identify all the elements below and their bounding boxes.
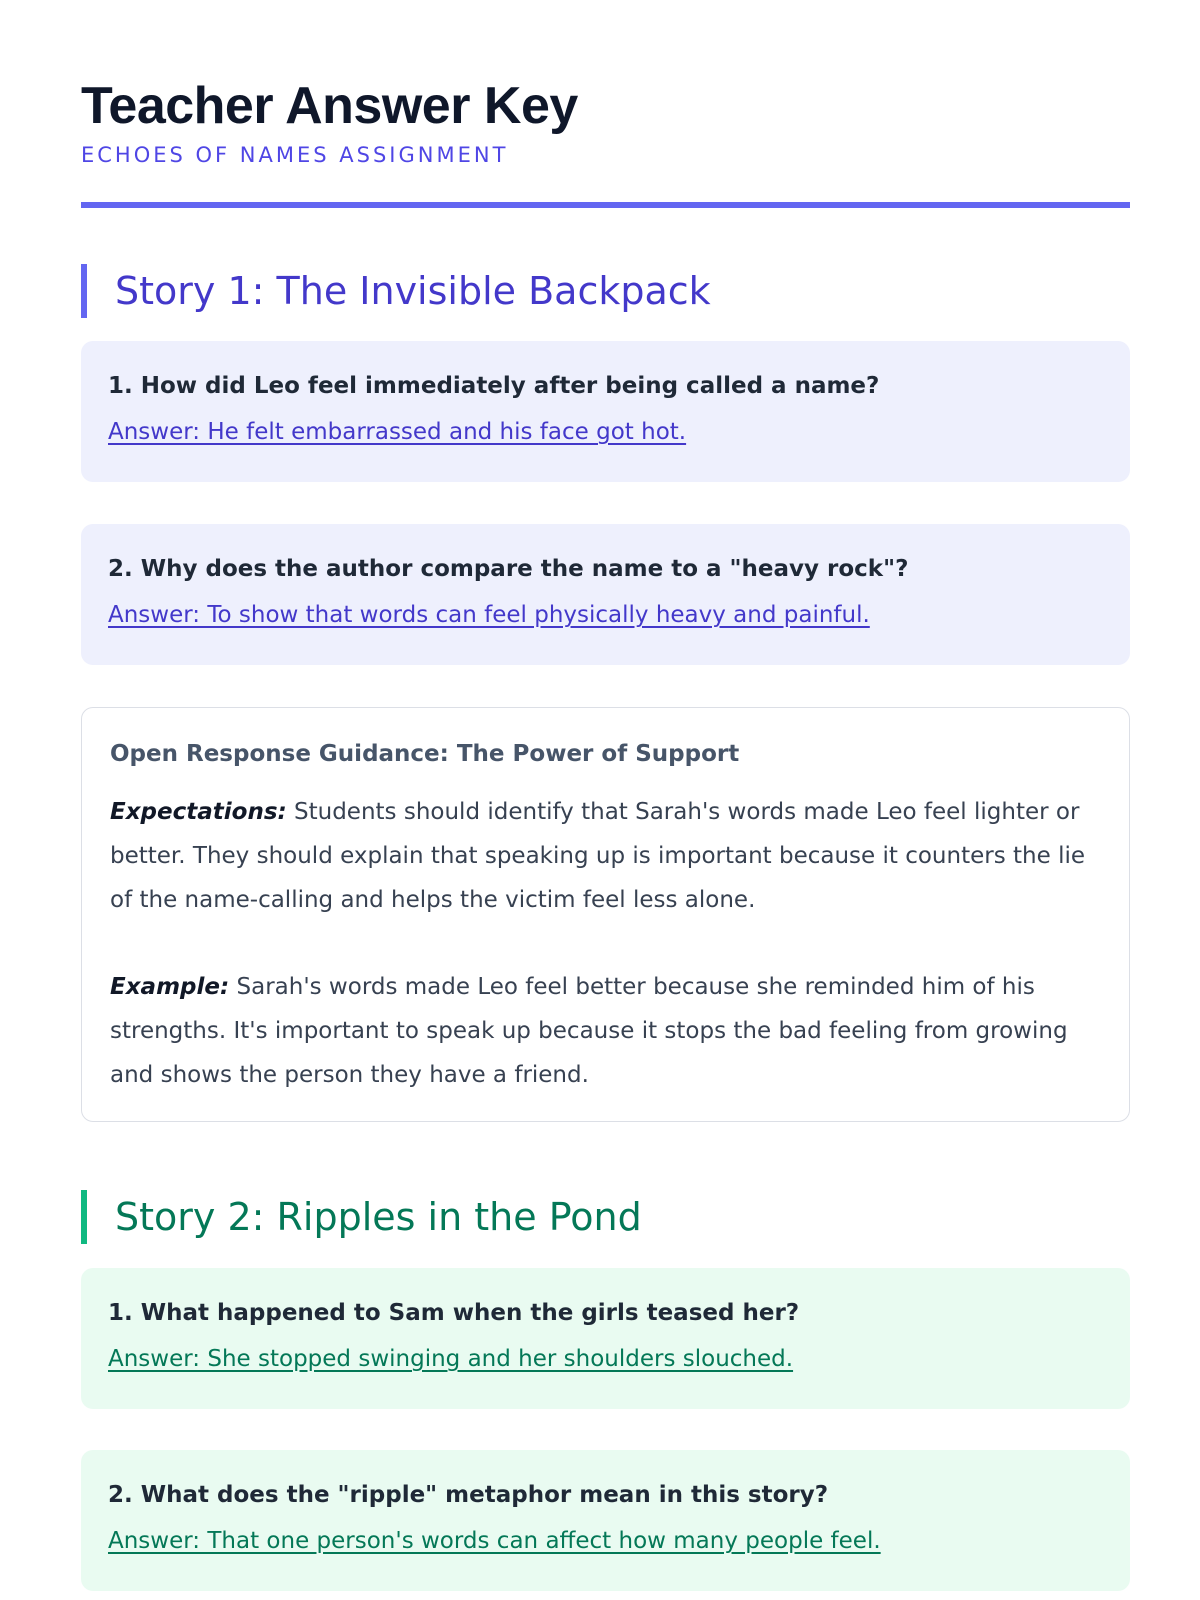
guidance-expectations xyxy=(110,790,1101,922)
title-divider xyxy=(81,202,1130,208)
expectations-label: Expectations: xyxy=(110,799,287,825)
answer-text: Answer: That one person's words can affect how many people feel. xyxy=(108,1528,881,1554)
story-2-question-1-card xyxy=(81,1268,1130,1409)
guidance-example xyxy=(110,965,1101,1097)
answer-text: Answer: He felt embarrassed and his face got hot. xyxy=(108,419,687,445)
question-text: 1. How did Leo feel immediately after being called a name? xyxy=(108,373,880,399)
answer-text: Answer: She stopped swinging and her shoulders slouched. xyxy=(108,1346,794,1372)
story-1-question-2-card xyxy=(81,524,1130,665)
story-2-question-2-card xyxy=(81,1450,1130,1591)
example-label: Example: xyxy=(110,974,230,1000)
answer-text: Answer: To show that words can feel physically heavy and painful. xyxy=(108,602,870,628)
open-response-guidance-card xyxy=(81,707,1130,1122)
question-text: 1. What happened to Sam when the girls teased her? xyxy=(108,1300,800,1326)
story-2-heading: Story 2: Ripples in the Pond xyxy=(81,1190,642,1244)
question-text: 2. Why does the author compare the name to a "heavy rock"? xyxy=(108,556,909,582)
page-subtitle: ECHOES OF NAMES ASSIGNMENT xyxy=(81,143,509,167)
question-text: 2. What does the "ripple" metaphor mean in this story? xyxy=(108,1482,829,1508)
page-title: Teacher Answer Key xyxy=(81,77,578,135)
story-1-heading: Story 1: The Invisible Backpack xyxy=(81,264,711,318)
story-1-question-1-card xyxy=(81,341,1130,482)
expectations-text: Students should identify that Sarah's words made Leo feel lighter or better. They should explain that speaking up is important because it counters the lie of the name-calling and helps the victim feel less alone. xyxy=(110,799,1085,913)
example-text: Sarah's words made Leo feel better because she reminded him of his strengths. It's important to speak up because it stops the bad feeling from growing and shows the person they have a friend. xyxy=(110,974,1068,1088)
guidance-title: Open Response Guidance: The Power of Support xyxy=(110,741,740,767)
